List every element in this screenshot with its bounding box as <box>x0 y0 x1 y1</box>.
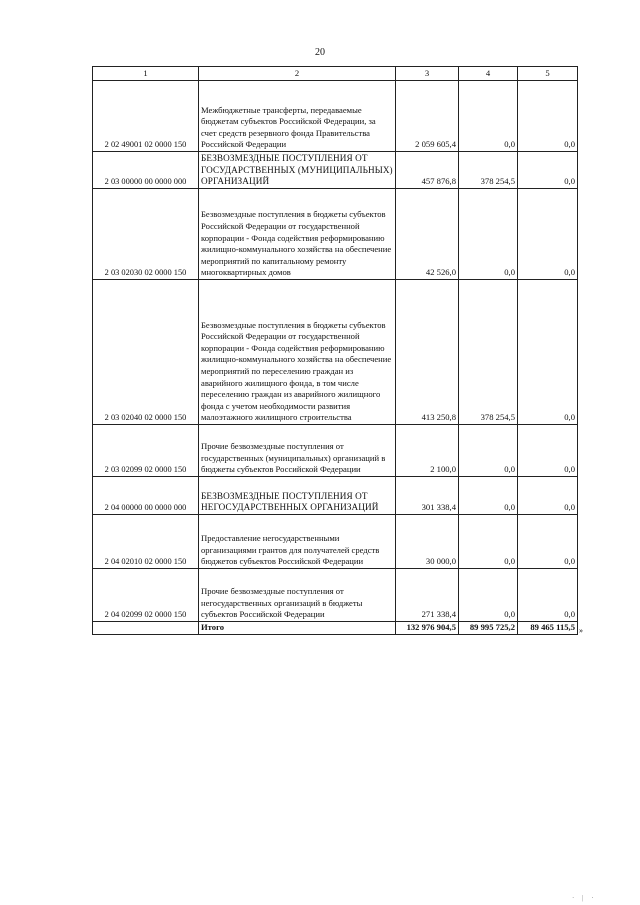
total-col4: 89 995 725,2 <box>459 622 518 635</box>
amount-col4: 0,0 <box>459 189 518 280</box>
amount-col4: 378 254,5 <box>459 280 518 425</box>
amount-col4: 0,0 <box>459 81 518 152</box>
total-row <box>93 622 578 635</box>
column-header: 1 <box>93 67 199 81</box>
amount-col3: 413 250,8 <box>396 280 459 425</box>
amount-col5: 0,0 <box>518 280 578 425</box>
revenue-name: БЕЗВОЗМЕЗДНЫЕ ПОСТУПЛЕНИЯ ОТ НЕГОСУДАРСТВЕННЫХ ОРГАНИЗАЦИЙ <box>199 477 396 515</box>
page-number: 20 <box>315 47 325 58</box>
budget-code: 2 03 02030 02 0000 150 <box>93 189 199 280</box>
amount-col3: 2 059 605,4 <box>396 81 459 152</box>
table-header-row <box>93 67 578 81</box>
revenue-table <box>92 66 578 635</box>
budget-code: 2 04 02099 02 0000 150 <box>93 569 199 622</box>
amount-col5: 0,0 <box>518 81 578 152</box>
budget-code: 2 03 00000 00 0000 000 <box>93 152 199 189</box>
amount-col5: 0,0 <box>518 189 578 280</box>
column-header: 3 <box>396 67 459 81</box>
scan-marks: · | · <box>572 894 597 902</box>
amount-col4: 0,0 <box>459 425 518 477</box>
revenue-name: Межбюджетные трансферты, передаваемые бюджетам субъектов Российской Федерации, за счет средств резервного фонда Правительства Российской Федерации <box>199 81 396 152</box>
amount-col3: 2 100,0 <box>396 425 459 477</box>
table-row <box>93 477 578 515</box>
revenue-name: Прочие безвозмездные поступления от негосударственных организаций в бюджеты субъектов Российской Федерации <box>199 569 396 622</box>
table-row <box>93 189 578 280</box>
amount-col4: 0,0 <box>459 477 518 515</box>
budget-code: 2 03 02099 02 0000 150 <box>93 425 199 477</box>
table-row <box>93 515 578 569</box>
budget-code: 2 04 00000 00 0000 000 <box>93 477 199 515</box>
amount-col5: 0,0 <box>518 477 578 515</box>
amount-col5: 0,0 <box>518 569 578 622</box>
revenue-name: БЕЗВОЗМЕЗДНЫЕ ПОСТУПЛЕНИЯ ОТ ГОСУДАРСТВЕННЫХ (МУНИЦИПАЛЬНЫХ) ОРГАНИЗАЦИЙ <box>199 152 396 189</box>
column-header: 5 <box>518 67 578 81</box>
revenue-name: Безвозмездные поступления в бюджеты субъектов Российской Федерации от государственной корпорации - Фонда содействия реформированию жилищно-коммунального хозяйства на обеспечение мероприятий по переселению граждан из аварийного жилищного фонда, в том числе переселению граждан из аварийного жилищного фонда с учетом необходимости развития малоэтажного жилищного строительства <box>199 280 396 425</box>
amount-col4: 378 254,5 <box>459 152 518 189</box>
budget-code: 2 03 02040 02 0000 150 <box>93 280 199 425</box>
amount-col3: 301 338,4 <box>396 477 459 515</box>
amount-col3: 30 000,0 <box>396 515 459 569</box>
amount-col4: 0,0 <box>459 569 518 622</box>
table-row <box>93 569 578 622</box>
revenue-name: Прочие безвозмездные поступления от государственных (муниципальных) организаций в бюджеты субъектов Российской Федерации <box>199 425 396 477</box>
budget-code: 2 02 49001 02 0000 150 <box>93 81 199 152</box>
column-header: 4 <box>459 67 518 81</box>
table-row <box>93 425 578 477</box>
amount-col3: 271 338,4 <box>396 569 459 622</box>
column-header: 2 <box>199 67 396 81</box>
amount-col3: 457 876,8 <box>396 152 459 189</box>
total-code-cell <box>93 622 199 635</box>
revenue-name: Безвозмездные поступления в бюджеты субъектов Российской Федерации от государственной корпорации - Фонда содействия реформированию жилищно-коммунального хозяйства на обеспечение мероприятий по капитальному ремонту многоквартирных домов <box>199 189 396 280</box>
amount-col5: 0,0 <box>518 515 578 569</box>
table-row <box>93 81 578 152</box>
budget-code: 2 04 02010 02 0000 150 <box>93 515 199 569</box>
table-row <box>93 152 578 189</box>
footnote-mark: » <box>579 626 583 635</box>
total-col3: 132 976 904,5 <box>396 622 459 635</box>
total-label: Итого <box>199 622 396 635</box>
amount-col4: 0,0 <box>459 515 518 569</box>
amount-col3: 42 526,0 <box>396 189 459 280</box>
revenue-name: Предоставление негосударственными организациями грантов для получателей средств бюджетов субъектов Российской Федерации <box>199 515 396 569</box>
total-col5: 89 465 115,5 <box>518 622 578 635</box>
amount-col5: 0,0 <box>518 152 578 189</box>
table-row <box>93 280 578 425</box>
amount-col5: 0,0 <box>518 425 578 477</box>
